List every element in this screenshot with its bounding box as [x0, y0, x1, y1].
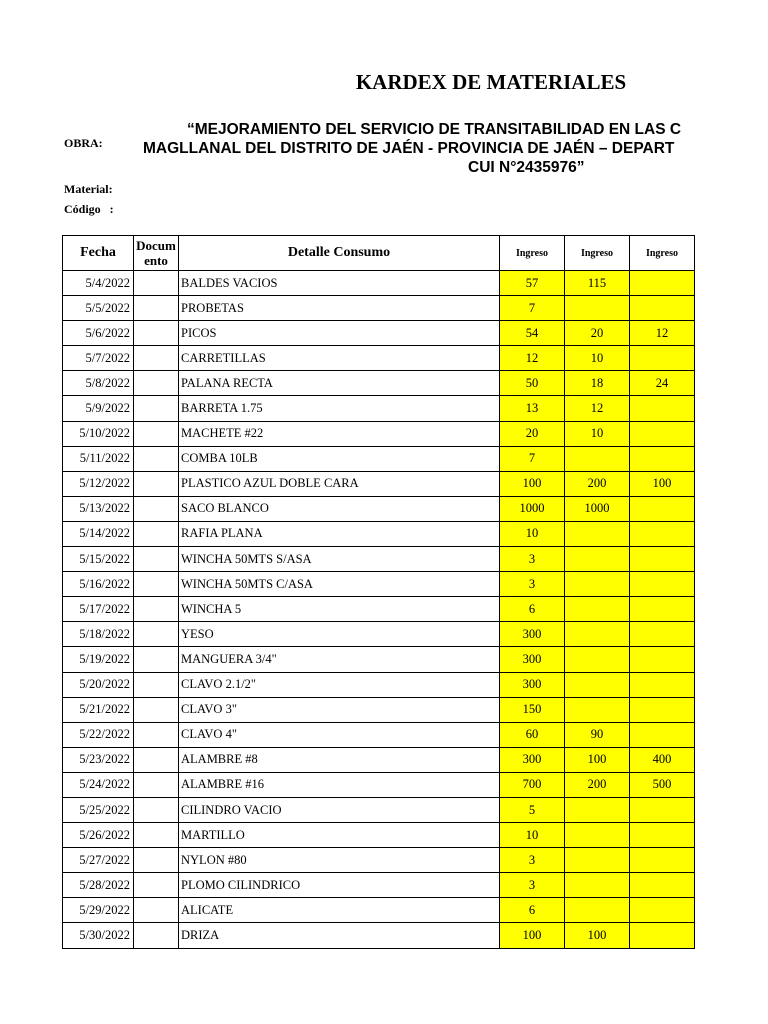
- cell-documento: [134, 421, 179, 446]
- cell-ingreso-1: 3: [500, 547, 565, 572]
- cell-detalle: MACHETE #22: [179, 421, 500, 446]
- cell-fecha: 5/19/2022: [63, 647, 134, 672]
- material-label: Material:: [64, 182, 113, 196]
- cell-fecha: 5/18/2022: [63, 622, 134, 647]
- table-body: [63, 271, 695, 949]
- cell-documento: [134, 848, 179, 873]
- cell-ingreso-1: 5: [500, 797, 565, 822]
- cell-ingreso-2: [565, 597, 630, 622]
- cell-ingreso-2: [565, 547, 630, 572]
- cell-fecha: 5/17/2022: [63, 597, 134, 622]
- project-line-2: MAGLLANAL DEL DISTRITO DE JAÉN - PROVINCIA DE JAÉN – DEPART: [143, 140, 675, 157]
- cell-ingreso-3: [630, 697, 695, 722]
- table-row: [63, 672, 695, 697]
- cell-ingreso-1: 700: [500, 772, 565, 797]
- cell-ingreso-2: 100: [565, 923, 630, 948]
- cell-documento: [134, 597, 179, 622]
- table-row: [63, 371, 695, 396]
- cell-ingreso-2: [565, 622, 630, 647]
- cell-documento: [134, 622, 179, 647]
- table-row: [63, 346, 695, 371]
- cell-fecha: 5/30/2022: [63, 923, 134, 948]
- cell-ingreso-1: 57: [500, 271, 565, 296]
- table-header-row: [63, 236, 695, 271]
- table-row: [63, 823, 695, 848]
- cell-ingreso-2: [565, 848, 630, 873]
- cell-ingreso-1: 300: [500, 622, 565, 647]
- table-row: [63, 597, 695, 622]
- cell-detalle: ALAMBRE #8: [179, 747, 500, 772]
- cell-fecha: 5/5/2022: [63, 296, 134, 321]
- table-row: [63, 647, 695, 672]
- header-detalle: Detalle Consumo: [179, 236, 500, 271]
- cell-ingreso-1: 300: [500, 747, 565, 772]
- cell-detalle: CARRETILLAS: [179, 346, 500, 371]
- table-row: [63, 321, 695, 346]
- table-row: [63, 747, 695, 772]
- cell-documento: [134, 722, 179, 747]
- table-row: [63, 572, 695, 597]
- cell-ingreso-2: [565, 647, 630, 672]
- table-row: [63, 923, 695, 948]
- cell-detalle: PICOS: [179, 321, 500, 346]
- cell-ingreso-2: [565, 697, 630, 722]
- cell-fecha: 5/26/2022: [63, 823, 134, 848]
- cell-ingreso-2: 90: [565, 722, 630, 747]
- table-row: [63, 296, 695, 321]
- cell-detalle: MANGUERA 3/4": [179, 647, 500, 672]
- cell-documento: [134, 496, 179, 521]
- cell-ingreso-3: 100: [630, 471, 695, 496]
- cell-ingreso-2: [565, 521, 630, 546]
- cell-fecha: 5/6/2022: [63, 321, 134, 346]
- cell-documento: [134, 547, 179, 572]
- cell-ingreso-2: 1000: [565, 496, 630, 521]
- table-row: [63, 797, 695, 822]
- cell-documento: [134, 396, 179, 421]
- cell-ingreso-3: [630, 271, 695, 296]
- table-row: [63, 446, 695, 471]
- cell-ingreso-3: 12: [630, 321, 695, 346]
- cell-ingreso-3: [630, 722, 695, 747]
- cell-ingreso-3: [630, 672, 695, 697]
- table-row: [63, 421, 695, 446]
- cell-fecha: 5/20/2022: [63, 672, 134, 697]
- cell-ingreso-3: [630, 446, 695, 471]
- table-row: [63, 848, 695, 873]
- cell-fecha: 5/8/2022: [63, 371, 134, 396]
- cell-ingreso-2: [565, 572, 630, 597]
- cell-ingreso-2: [565, 823, 630, 848]
- cell-ingreso-1: 100: [500, 923, 565, 948]
- cell-fecha: 5/23/2022: [63, 747, 134, 772]
- cell-documento: [134, 471, 179, 496]
- cell-ingreso-1: 3: [500, 572, 565, 597]
- cell-documento: [134, 797, 179, 822]
- cell-detalle: PLASTICO AZUL DOBLE CARA: [179, 471, 500, 496]
- cell-ingreso-1: 100: [500, 471, 565, 496]
- table-row: [63, 547, 695, 572]
- header-fecha: Fecha: [63, 236, 134, 271]
- cell-fecha: 5/25/2022: [63, 797, 134, 822]
- cell-detalle: MARTILLO: [179, 823, 500, 848]
- cell-ingreso-2: 10: [565, 421, 630, 446]
- cell-documento: [134, 647, 179, 672]
- table-row: [63, 722, 695, 747]
- cell-ingreso-1: 300: [500, 672, 565, 697]
- cell-ingreso-2: 12: [565, 396, 630, 421]
- cell-ingreso-3: [630, 848, 695, 873]
- cell-ingreso-3: [630, 396, 695, 421]
- cell-documento: [134, 697, 179, 722]
- cell-fecha: 5/21/2022: [63, 697, 134, 722]
- cell-detalle: COMBA 10LB: [179, 446, 500, 471]
- cell-detalle: NYLON #80: [179, 848, 500, 873]
- cell-ingreso-1: 50: [500, 371, 565, 396]
- table-row: [63, 521, 695, 546]
- cell-documento: [134, 772, 179, 797]
- cell-ingreso-2: [565, 672, 630, 697]
- cell-documento: [134, 521, 179, 546]
- obra-label: OBRA:: [64, 136, 103, 150]
- cell-ingreso-1: 300: [500, 647, 565, 672]
- cell-documento: [134, 371, 179, 396]
- cell-ingreso-2: 100: [565, 747, 630, 772]
- cell-documento: [134, 346, 179, 371]
- cell-ingreso-2: 115: [565, 271, 630, 296]
- cell-fecha: 5/27/2022: [63, 848, 134, 873]
- cell-ingreso-3: 400: [630, 747, 695, 772]
- table-row: [63, 898, 695, 923]
- cell-ingreso-3: [630, 346, 695, 371]
- cell-detalle: BARRETA 1.75: [179, 396, 500, 421]
- cell-ingreso-3: [630, 296, 695, 321]
- cell-ingreso-1: 20: [500, 421, 565, 446]
- cell-ingreso-2: [565, 446, 630, 471]
- table-row: [63, 622, 695, 647]
- cell-documento: [134, 672, 179, 697]
- cell-detalle: PALANA RECTA: [179, 371, 500, 396]
- cell-ingreso-2: [565, 873, 630, 898]
- cell-detalle: CLAVO 4": [179, 722, 500, 747]
- cell-fecha: 5/12/2022: [63, 471, 134, 496]
- table-row: [63, 396, 695, 421]
- cell-ingreso-1: 54: [500, 321, 565, 346]
- cell-fecha: 5/9/2022: [63, 396, 134, 421]
- cell-documento: [134, 923, 179, 948]
- cell-ingreso-2: 10: [565, 346, 630, 371]
- table-row: [63, 496, 695, 521]
- cell-ingreso-2: [565, 898, 630, 923]
- project-line-1: “MEJORAMIENTO DEL SERVICIO DE TRANSITABILIDAD EN LAS C: [187, 121, 682, 138]
- header-ingreso-1: Ingreso: [500, 236, 565, 271]
- cell-ingreso-1: 10: [500, 521, 565, 546]
- cell-detalle: DRIZA: [179, 923, 500, 948]
- header-ingreso-3: Ingreso: [630, 236, 695, 271]
- table-row: [63, 873, 695, 898]
- cell-documento: [134, 747, 179, 772]
- project-line-3: CUI N°2435976”: [468, 159, 585, 176]
- cell-detalle: RAFIA PLANA: [179, 521, 500, 546]
- cell-detalle: SACO BLANCO: [179, 496, 500, 521]
- cell-fecha: 5/28/2022: [63, 873, 134, 898]
- cell-ingreso-3: [630, 597, 695, 622]
- cell-detalle: CLAVO 2.1/2": [179, 672, 500, 697]
- cell-detalle: CLAVO 3": [179, 697, 500, 722]
- cell-fecha: 5/7/2022: [63, 346, 134, 371]
- header-ingreso-2: Ingreso: [565, 236, 630, 271]
- cell-detalle: PROBETAS: [179, 296, 500, 321]
- cell-ingreso-1: 60: [500, 722, 565, 747]
- cell-ingreso-1: 3: [500, 873, 565, 898]
- cell-fecha: 5/24/2022: [63, 772, 134, 797]
- cell-ingreso-3: 500: [630, 772, 695, 797]
- cell-ingreso-3: [630, 521, 695, 546]
- cell-ingreso-3: [630, 547, 695, 572]
- cell-fecha: 5/11/2022: [63, 446, 134, 471]
- cell-fecha: 5/10/2022: [63, 421, 134, 446]
- cell-ingreso-1: 12: [500, 346, 565, 371]
- project-title: [0, 120, 768, 180]
- cell-documento: [134, 873, 179, 898]
- cell-ingreso-2: 20: [565, 321, 630, 346]
- cell-documento: [134, 898, 179, 923]
- cell-documento: [134, 446, 179, 471]
- table-row: [63, 697, 695, 722]
- cell-detalle: WINCHA 50MTS S/ASA: [179, 547, 500, 572]
- cell-ingreso-1: 1000: [500, 496, 565, 521]
- cell-documento: [134, 271, 179, 296]
- cell-detalle: BALDES VACIOS: [179, 271, 500, 296]
- cell-detalle: YESO: [179, 622, 500, 647]
- cell-documento: [134, 572, 179, 597]
- cell-documento: [134, 321, 179, 346]
- header-documento: Docum ento: [134, 236, 179, 271]
- cell-ingreso-3: 24: [630, 371, 695, 396]
- cell-ingreso-1: 150: [500, 697, 565, 722]
- cell-ingreso-3: [630, 797, 695, 822]
- cell-ingreso-3: [630, 496, 695, 521]
- cell-ingreso-3: [630, 873, 695, 898]
- cell-ingreso-1: 7: [500, 446, 565, 471]
- page-title: KARDEX DE MATERIALES: [355, 70, 627, 94]
- cell-ingreso-3: [630, 647, 695, 672]
- cell-detalle: WINCHA 50MTS C/ASA: [179, 572, 500, 597]
- cell-detalle: ALICATE: [179, 898, 500, 923]
- cell-detalle: PLOMO CILINDRICO: [179, 873, 500, 898]
- cell-detalle: WINCHA 5: [179, 597, 500, 622]
- cell-ingreso-3: [630, 421, 695, 446]
- cell-fecha: 5/4/2022: [63, 271, 134, 296]
- cell-fecha: 5/13/2022: [63, 496, 134, 521]
- cell-ingreso-3: [630, 923, 695, 948]
- cell-ingreso-3: [630, 622, 695, 647]
- codigo-label: Código :: [64, 202, 114, 216]
- table-row: [63, 471, 695, 496]
- cell-ingreso-1: 3: [500, 848, 565, 873]
- table-row: [63, 772, 695, 797]
- cell-ingreso-2: [565, 797, 630, 822]
- cell-fecha: 5/14/2022: [63, 521, 134, 546]
- cell-ingreso-3: [630, 898, 695, 923]
- cell-ingreso-3: [630, 823, 695, 848]
- cell-fecha: 5/16/2022: [63, 572, 134, 597]
- cell-fecha: 5/15/2022: [63, 547, 134, 572]
- cell-ingreso-1: 6: [500, 597, 565, 622]
- cell-documento: [134, 296, 179, 321]
- cell-ingreso-3: [630, 572, 695, 597]
- cell-documento: [134, 823, 179, 848]
- cell-ingreso-1: 13: [500, 396, 565, 421]
- cell-ingreso-1: 10: [500, 823, 565, 848]
- kardex-table: [62, 235, 695, 949]
- cell-ingreso-2: 200: [565, 471, 630, 496]
- table-row: [63, 271, 695, 296]
- cell-fecha: 5/29/2022: [63, 898, 134, 923]
- cell-ingreso-2: 200: [565, 772, 630, 797]
- cell-detalle: CILINDRO VACIO: [179, 797, 500, 822]
- cell-ingreso-1: 7: [500, 296, 565, 321]
- cell-detalle: ALAMBRE #16: [179, 772, 500, 797]
- cell-ingreso-2: [565, 296, 630, 321]
- cell-ingreso-2: 18: [565, 371, 630, 396]
- cell-ingreso-1: 6: [500, 898, 565, 923]
- cell-fecha: 5/22/2022: [63, 722, 134, 747]
